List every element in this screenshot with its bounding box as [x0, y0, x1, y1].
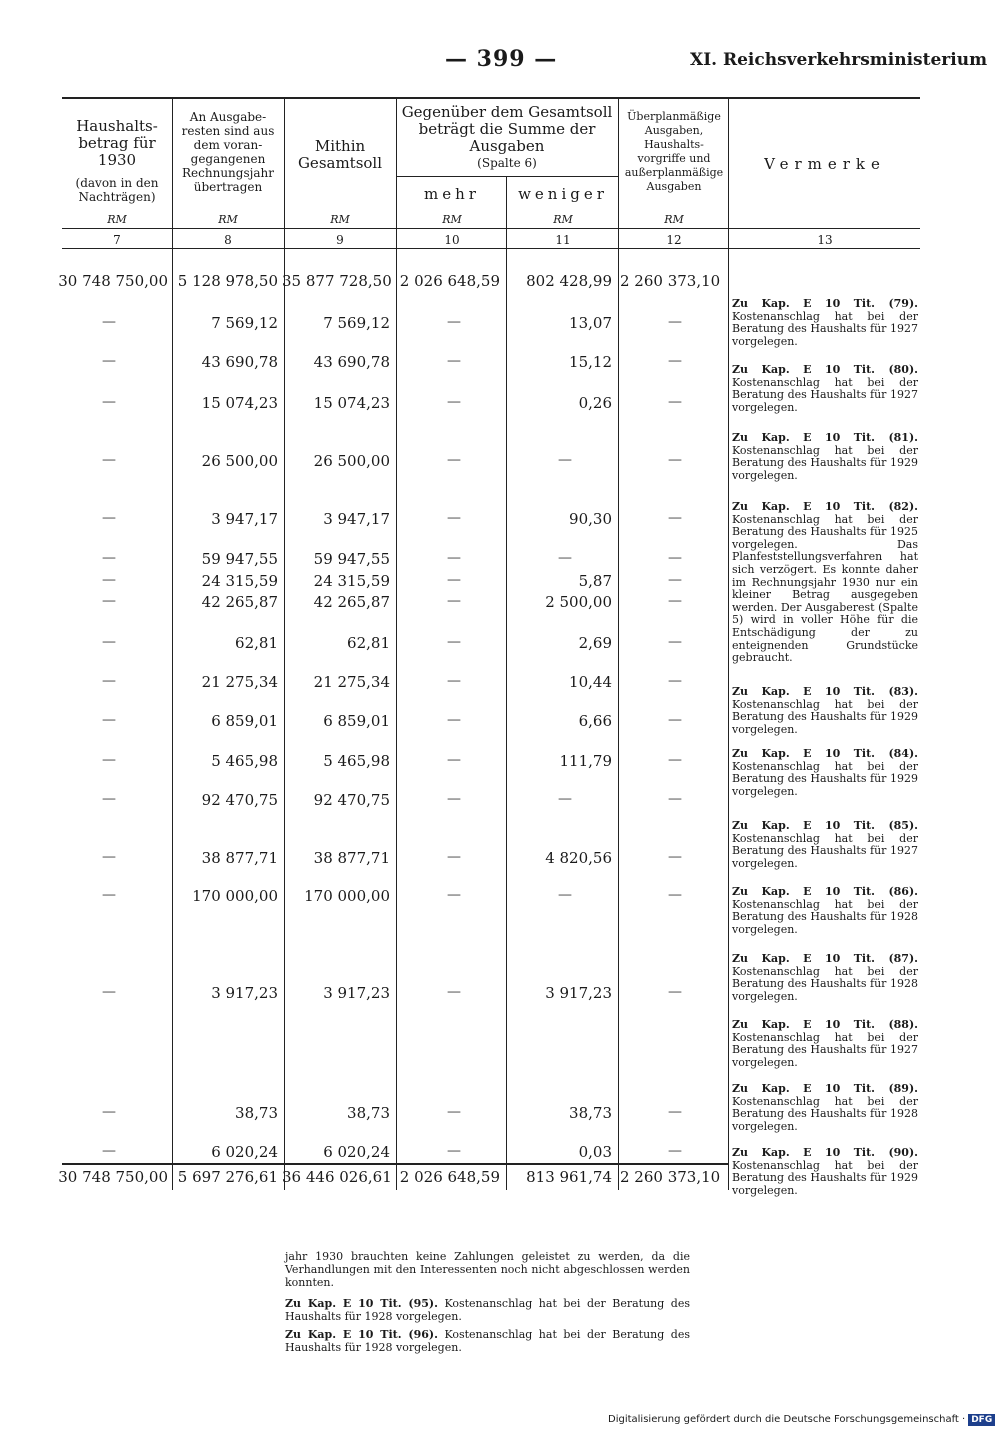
table-cell-c8: 43 690,78	[201, 353, 278, 371]
remark-note	[732, 820, 918, 870]
unit-label: RM	[107, 213, 127, 226]
table-header-rule	[62, 248, 920, 249]
table-cell-c9: 38 877,71	[313, 849, 390, 867]
table-cell-c10: —	[447, 314, 461, 330]
header-col10-11-sub: (Spalte 6)	[477, 156, 537, 170]
table-cell-c9: 92 470,75	[313, 791, 390, 809]
table-cell-c10: —	[447, 849, 461, 865]
table-cell-c9: 26 500,00	[313, 452, 390, 470]
remark-text: Kostenanschlag hat bei der Beratung des Haushalts für 1928 vorgelegen.	[732, 964, 918, 1003]
table-cell-c10: —	[447, 673, 461, 689]
remark-text: Kostenanschlag hat bei der Beratung des Haushalts für 1927 vorgelegen.	[732, 375, 918, 414]
table-cell-c8: 38,73	[235, 1104, 278, 1122]
table-cell-c9: 7 569,12	[323, 314, 390, 332]
table-cell-c9: 43 690,78	[313, 353, 390, 371]
table-cell-c12: —	[668, 673, 682, 689]
table-cell-c10: —	[447, 572, 461, 588]
table-cell-c9: 3 947,17	[323, 510, 390, 528]
remark-note	[732, 364, 918, 414]
footer-paragraph	[285, 1328, 690, 1354]
header-col7-sub: (davon in den Nachträgen)	[75, 176, 159, 204]
table-cell-c9: 35 877 728,50	[282, 272, 392, 290]
table-cell-c7: —	[102, 849, 116, 865]
table-cell-c11: 6,66	[578, 712, 612, 730]
table-cell-c9: 62,81	[347, 634, 390, 652]
table-cell-c11: 0,03	[578, 1143, 612, 1161]
remark-ref: Zu Kap. E 10 Tit. (79).	[732, 297, 918, 310]
table-cell-c9: 24 315,59	[313, 572, 390, 590]
digitization-credit	[608, 1414, 995, 1426]
unit-label: RM	[553, 213, 573, 226]
col-divider	[172, 98, 173, 1190]
table-top-rule	[62, 97, 920, 99]
table-cell-c7: —	[102, 353, 116, 369]
table-cell-c8: 6 020,24	[211, 1143, 278, 1161]
table-cell-c12: —	[668, 791, 682, 807]
table-cell-c8: 92 470,75	[201, 791, 278, 809]
table-cell-c11: 10,44	[569, 673, 612, 691]
table-cell-c8: 24 315,59	[201, 572, 278, 590]
table-unit-rule	[62, 228, 920, 229]
table-cell-c11: —	[558, 791, 572, 807]
table-cell-c10: —	[447, 887, 461, 903]
table-cell-c10: —	[447, 452, 461, 468]
table-cell-c12: —	[668, 394, 682, 410]
table-cell-c12: —	[668, 634, 682, 650]
table-cell-c8: 26 500,00	[201, 452, 278, 470]
table-cell-c12: —	[668, 849, 682, 865]
table-cell-c9: 42 265,87	[313, 593, 390, 611]
page-number: — 399 —	[445, 46, 558, 72]
table-cell-c8: 15 074,23	[201, 394, 278, 412]
ministry-title: XI. Reichsverkehrsministerium	[690, 50, 988, 70]
total-col12: 2 260 373,10	[620, 1168, 721, 1186]
footer-text: Kostenanschlag hat bei der Beratung des Haushalts für 1928 vorgelegen.	[285, 1328, 690, 1354]
table-cell-c7: —	[102, 314, 116, 330]
table-cell-c10: —	[447, 353, 461, 369]
remark-note	[732, 953, 918, 1003]
table-cell-c8: 5 128 978,50	[177, 272, 278, 290]
header-col7: Haushalts-betrag für 1930	[76, 117, 158, 169]
header-col8: An Ausgabe-resten sind aus dem voran-gegangenen Rechnungsjahr übertragen	[181, 110, 275, 194]
table-cell-c10: —	[447, 752, 461, 768]
unit-label: RM	[218, 213, 238, 226]
unit-label: RM	[442, 213, 462, 226]
table-cell-c12: 2 260 373,10	[620, 272, 721, 290]
table-cell-c11: 111,79	[559, 752, 612, 770]
table-cell-c9: 21 275,34	[313, 673, 390, 691]
remark-ref: Zu Kap. E 10 Tit. (87).	[732, 952, 918, 965]
table-cell-c7: —	[102, 712, 116, 728]
table-cell-c9: 3 917,23	[323, 984, 390, 1002]
table-cell-c10: 2 026 648,59	[399, 272, 500, 290]
remark-note	[732, 1147, 918, 1197]
dfg-logo: DFG	[968, 1414, 995, 1426]
remark-ref: Zu Kap. E 10 Tit. (84).	[732, 747, 918, 760]
table-cell-c7: —	[102, 752, 116, 768]
total-col7: 30 748 750,00	[58, 1168, 168, 1186]
footer-ref: Zu Kap. E 10 Tit. (95).	[285, 1297, 438, 1310]
table-cell-c11: 15,12	[569, 353, 612, 371]
table-cell-c9: 15 074,23	[313, 394, 390, 412]
col-number: 12	[666, 233, 682, 247]
remark-note	[732, 1083, 918, 1133]
table-cell-c11: 5,87	[578, 572, 612, 590]
header-col9: Mithin Gesamtsoll	[297, 137, 383, 172]
table-cell-c8: 42 265,87	[201, 593, 278, 611]
table-cell-c7: —	[102, 550, 116, 566]
header-col11: weniger	[518, 185, 608, 203]
col-divider	[618, 98, 619, 1190]
table-cell-c11: 2,69	[578, 634, 612, 652]
table-cell-c10: —	[447, 1143, 461, 1159]
table-cell-c8: 38 877,71	[201, 849, 278, 867]
table-cell-c11: 2 500,00	[545, 593, 612, 611]
table-cell-c11: —	[558, 887, 572, 903]
table-cell-c11: 802 428,99	[526, 272, 612, 290]
remark-ref: Zu Kap. E 10 Tit. (81).	[732, 431, 918, 444]
table-cell-c12: —	[668, 752, 682, 768]
table-cell-c9: 59 947,55	[313, 550, 390, 568]
remark-note	[732, 501, 918, 665]
table-cell-c8: 5 465,98	[211, 752, 278, 770]
table-cell-c11: —	[558, 452, 572, 468]
remark-ref: Zu Kap. E 10 Tit. (89).	[732, 1082, 918, 1095]
remark-note	[732, 886, 918, 936]
table-cell-c7: —	[102, 634, 116, 650]
credit-text: Digitalisierung gefördert durch die Deutsche Forschungsgemeinschaft ·	[608, 1414, 966, 1425]
remark-text: Kostenanschlag hat bei der Beratung des Haushalts für 1929 vorgelegen.	[732, 1158, 918, 1197]
remark-text: Kostenanschlag hat bei der Beratung des Haushalts für 1927 vorgelegen.	[732, 309, 918, 348]
remark-ref: Zu Kap. E 10 Tit. (88).	[732, 1018, 918, 1031]
table-cell-c10: —	[447, 984, 461, 1000]
unit-label: RM	[664, 213, 684, 226]
col-number: 13	[817, 233, 833, 247]
table-cell-c11: 3 917,23	[545, 984, 612, 1002]
table-cell-c7: —	[102, 984, 116, 1000]
col-number: 10	[444, 233, 460, 247]
table-cell-c7: —	[102, 510, 116, 526]
table-cell-c12: —	[668, 572, 682, 588]
unit-label: RM	[330, 213, 350, 226]
col-number: 8	[224, 233, 232, 247]
header-col12: Überplanmäßige Ausgaben, Haushalts-vorgriffe und außerplanmäßige Ausgaben	[624, 110, 724, 193]
remark-ref: Zu Kap. E 10 Tit. (82).	[732, 500, 918, 513]
table-cell-c9: 6 859,01	[323, 712, 390, 730]
table-cell-c10: —	[447, 712, 461, 728]
table-cell-c7: —	[102, 1143, 116, 1159]
remark-ref: Zu Kap. E 10 Tit. (83).	[732, 685, 918, 698]
table-cell-c7: —	[102, 791, 116, 807]
table-cell-c10: —	[447, 550, 461, 566]
table-cell-c12: —	[668, 1143, 682, 1159]
table-cell-c11: 90,30	[569, 510, 612, 528]
table-cell-c11: 4 820,56	[545, 849, 612, 867]
table-cell-c11: —	[558, 550, 572, 566]
table-cell-c10: —	[447, 593, 461, 609]
remark-text: Kostenanschlag hat bei der Beratung des Haushalts für 1929 vorgelegen.	[732, 443, 918, 482]
footer-text: Kostenanschlag hat bei der Beratung des Haushalts für 1928 vorgelegen.	[285, 1297, 690, 1323]
total-col9: 36 446 026,61	[282, 1168, 392, 1186]
table-cell-c11: 38,73	[569, 1104, 612, 1122]
remark-text: Kostenanschlag hat bei der Beratung des Haushalts für 1927 vorgelegen.	[732, 831, 918, 870]
table-cell-c12: —	[668, 712, 682, 728]
remark-text: Kostenanschlag hat bei der Beratung des Haushalts für 1927 vorgelegen.	[732, 1030, 918, 1069]
table-cell-c10: —	[447, 510, 461, 526]
table-cell-c12: —	[668, 314, 682, 330]
header-col10: mehr	[424, 185, 480, 203]
remark-note	[732, 686, 918, 736]
table-cell-c8: 62,81	[235, 634, 278, 652]
col-divider	[396, 98, 397, 1190]
remark-text: Kostenanschlag hat bei der Beratung des Haushalts für 1928 vorgelegen.	[732, 897, 918, 936]
footer-paragraph	[285, 1297, 690, 1323]
table-cell-c10: —	[447, 791, 461, 807]
remark-text: Kostenanschlag hat bei der Beratung des Haushalts für 1929 vorgelegen.	[732, 697, 918, 736]
table-cell-c8: 7 569,12	[211, 314, 278, 332]
table-cell-c8: 21 275,34	[201, 673, 278, 691]
table-cell-c9: 170 000,00	[304, 887, 390, 905]
remark-ref: Zu Kap. E 10 Tit. (80).	[732, 363, 918, 376]
table-cell-c8: 3 917,23	[211, 984, 278, 1002]
header-col10-11: Gegenüber dem Gesamtsoll beträgt die Summe der Ausgaben	[401, 103, 613, 155]
table-cell-c8: 3 947,17	[211, 510, 278, 528]
table-cell-c7: —	[102, 394, 116, 410]
table-cell-c12: —	[668, 510, 682, 526]
total-col8: 5 697 276,61	[177, 1168, 278, 1186]
table-cell-c7: —	[102, 572, 116, 588]
remark-ref: Zu Kap. E 10 Tit. (90).	[732, 1146, 918, 1159]
total-col10: 2 026 648,59	[399, 1168, 500, 1186]
table-cell-c10: —	[447, 634, 461, 650]
table-cell-c8: 6 859,01	[211, 712, 278, 730]
totals-rule	[62, 1163, 728, 1165]
remark-note	[732, 298, 918, 348]
remark-ref: Zu Kap. E 10 Tit. (85).	[732, 819, 918, 832]
table-cell-c8: 170 000,00	[192, 887, 278, 905]
table-cell-c12: —	[668, 452, 682, 468]
remark-text: Kostenanschlag hat bei der Beratung des Haushalts für 1925 vorgelegen. Das Planfeststellungsverfahren hat sich verzögert. Es konnte daher im Rechnungsjahr 1930 nur ein kleiner Betrag ausgegeben werden. Der Ausgaberest (Spalte 5) wird in voller Höhe für die Entschädigung der zu enteignenden Grundstücke gebraucht.	[732, 512, 918, 665]
table-cell-c7: 30 748 750,00	[58, 272, 168, 290]
table-cell-c12: —	[668, 984, 682, 1000]
table-cell-c7: —	[102, 1104, 116, 1120]
remark-note	[732, 1019, 918, 1069]
table-cell-c11: 13,07	[569, 314, 612, 332]
table-cell-c10: —	[447, 394, 461, 410]
table-cell-c12: —	[668, 887, 682, 903]
table-cell-c9: 38,73	[347, 1104, 390, 1122]
table-cell-c7: —	[102, 673, 116, 689]
table-cell-c10: —	[447, 1104, 461, 1120]
footer-paragraph: jahr 1930 brauchten keine Zahlungen geleistet zu werden, da die Verhandlungen mit den Interessenten noch nicht abgeschlossen werden konnten.	[285, 1250, 690, 1289]
table-cell-c9: 6 020,24	[323, 1143, 390, 1161]
remark-note	[732, 748, 918, 798]
col-number: 11	[555, 233, 571, 247]
footer-ref: Zu Kap. E 10 Tit. (96).	[285, 1328, 438, 1341]
header-col13: Vermerke	[764, 155, 886, 173]
remark-text: Kostenanschlag hat bei der Beratung des Haushalts für 1929 vorgelegen.	[732, 759, 918, 798]
table-cell-c12: —	[668, 353, 682, 369]
table-sub-rule	[396, 176, 618, 177]
table-cell-c11: 0,26	[578, 394, 612, 412]
remark-ref: Zu Kap. E 10 Tit. (86).	[732, 885, 918, 898]
table-cell-c7: —	[102, 452, 116, 468]
col-number: 9	[336, 233, 344, 247]
table-cell-c9: 5 465,98	[323, 752, 390, 770]
table-cell-c8: 59 947,55	[201, 550, 278, 568]
remark-text: Kostenanschlag hat bei der Beratung des Haushalts für 1928 vorgelegen.	[732, 1094, 918, 1133]
table-cell-c7: —	[102, 887, 116, 903]
table-cell-c12: —	[668, 550, 682, 566]
col-divider	[728, 98, 729, 1190]
table-cell-c12: —	[668, 1104, 682, 1120]
col-number: 7	[113, 233, 121, 247]
table-cell-c12: —	[668, 593, 682, 609]
table-cell-c7: —	[102, 593, 116, 609]
remark-note	[732, 432, 918, 482]
total-col11: 813 961,74	[526, 1168, 612, 1186]
col-divider	[506, 176, 507, 1190]
